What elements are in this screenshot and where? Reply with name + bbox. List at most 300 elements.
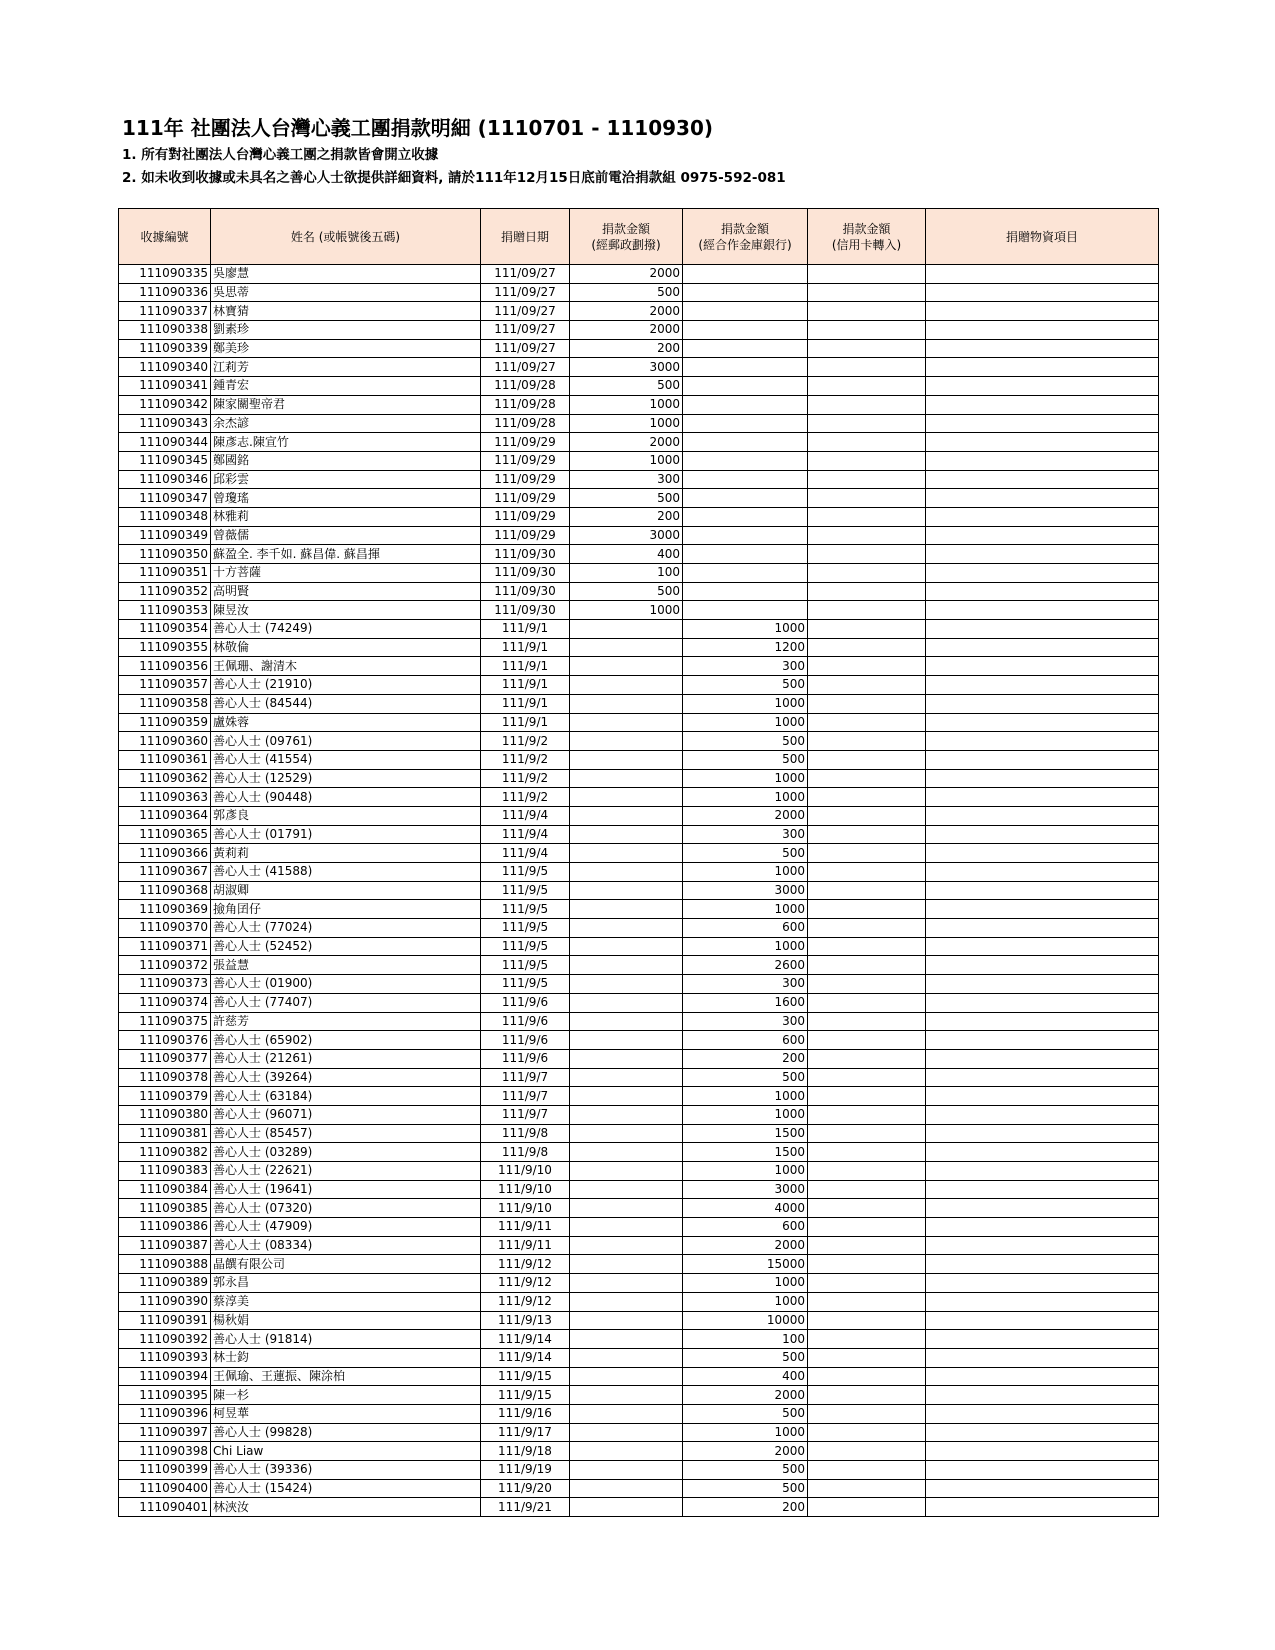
- items-cell: [926, 1255, 1159, 1274]
- bank-amount-cell: 2000: [683, 806, 808, 825]
- donor-name-cell: 善心人士 (41554): [211, 750, 481, 769]
- bank-amount-cell: 300: [683, 657, 808, 676]
- table-row: [119, 881, 1159, 900]
- table-row: [119, 863, 1159, 882]
- card-amount-cell: [808, 1461, 926, 1480]
- bank-amount-cell: 200: [683, 1049, 808, 1068]
- table-row: [119, 1087, 1159, 1106]
- postal-amount-cell: [570, 1012, 683, 1031]
- donor-name-cell: 鄭國銘: [211, 451, 481, 470]
- postal-amount-cell: 2000: [570, 433, 683, 452]
- donor-name-cell: 善心人士 (96071): [211, 1105, 481, 1124]
- receipt-no-cell: 111090337: [119, 302, 211, 321]
- bank-amount-cell: 1000: [683, 1423, 808, 1442]
- donation-date-cell: 111/9/14: [481, 1330, 570, 1349]
- receipt-no-cell: 111090342: [119, 395, 211, 414]
- bank-amount-cell: 1000: [683, 863, 808, 882]
- donation-date-cell: 111/09/27: [481, 283, 570, 302]
- bank-amount-cell: [683, 395, 808, 414]
- table-row: [119, 489, 1159, 508]
- items-cell: [926, 676, 1159, 695]
- card-amount-cell: [808, 302, 926, 321]
- donation-date-cell: 111/09/30: [481, 582, 570, 601]
- receipt-no-cell: 111090381: [119, 1124, 211, 1143]
- items-cell: [926, 863, 1159, 882]
- receipt-no-cell: 111090375: [119, 1012, 211, 1031]
- items-cell: [926, 1180, 1159, 1199]
- donor-name-cell: 善心人士 (21261): [211, 1049, 481, 1068]
- table-row: [119, 451, 1159, 470]
- bank-amount-cell: 500: [683, 1404, 808, 1423]
- postal-amount-cell: 300: [570, 470, 683, 489]
- donation-date-cell: 111/9/20: [481, 1479, 570, 1498]
- receipt-no-cell: 111090373: [119, 975, 211, 994]
- table-row: [119, 1367, 1159, 1386]
- card-amount-cell: [808, 1255, 926, 1274]
- items-cell: [926, 1274, 1159, 1293]
- donation-date-cell: 111/9/11: [481, 1236, 570, 1255]
- card-amount-cell: [808, 975, 926, 994]
- donation-date-cell: 111/09/27: [481, 358, 570, 377]
- items-cell: [926, 1236, 1159, 1255]
- table-row: [119, 1031, 1159, 1050]
- bank-amount-cell: 1000: [683, 620, 808, 639]
- postal-amount-cell: 2000: [570, 302, 683, 321]
- donor-name-cell: 善心人士 (07320): [211, 1199, 481, 1218]
- receipt-no-cell: 111090353: [119, 601, 211, 620]
- donor-name-cell: 善心人士 (77407): [211, 993, 481, 1012]
- receipt-no-cell: 111090397: [119, 1423, 211, 1442]
- receipt-no-cell: 111090380: [119, 1105, 211, 1124]
- donor-name-cell: 善心人士 (90448): [211, 788, 481, 807]
- table-row: [119, 1162, 1159, 1181]
- items-cell: [926, 1218, 1159, 1237]
- bank-amount-cell: 500: [683, 732, 808, 751]
- bank-amount-cell: 2600: [683, 956, 808, 975]
- bank-amount-cell: 1500: [683, 1124, 808, 1143]
- card-amount-cell: [808, 1386, 926, 1405]
- items-cell: [926, 1311, 1159, 1330]
- donor-name-cell: 鄭美珍: [211, 339, 481, 358]
- donation-date-cell: 111/09/28: [481, 395, 570, 414]
- receipt-no-cell: 111090395: [119, 1386, 211, 1405]
- receipt-no-cell: 111090346: [119, 470, 211, 489]
- receipt-no-cell: 111090389: [119, 1274, 211, 1293]
- receipt-no-cell: 111090384: [119, 1180, 211, 1199]
- bank-amount-cell: 1200: [683, 638, 808, 657]
- table-row: [119, 993, 1159, 1012]
- donor-name-cell: 善心人士 (22621): [211, 1162, 481, 1181]
- donation-date-cell: 111/9/5: [481, 919, 570, 938]
- postal-amount-cell: [570, 1498, 683, 1517]
- postal-amount-cell: 1000: [570, 395, 683, 414]
- postal-amount-cell: [570, 1218, 683, 1237]
- bank-amount-cell: 300: [683, 975, 808, 994]
- table-row: [119, 1479, 1159, 1498]
- items-cell: [926, 564, 1159, 583]
- bank-amount-cell: 2000: [683, 1442, 808, 1461]
- table-row: [119, 825, 1159, 844]
- note-contact: 2. 如未收到收據或未具名之善心人士欲提供詳細資料, 請於111年12月15日底前電洽捐款組 0975-592-081: [122, 170, 786, 186]
- bank-amount-cell: 3000: [683, 881, 808, 900]
- receipt-no-cell: 111090364: [119, 806, 211, 825]
- postal-amount-cell: 2000: [570, 321, 683, 340]
- donation-date-cell: 111/09/27: [481, 265, 570, 284]
- card-amount-cell: [808, 844, 926, 863]
- postal-amount-cell: [570, 620, 683, 639]
- card-amount-cell: [808, 564, 926, 583]
- receipt-no-cell: 111090376: [119, 1031, 211, 1050]
- postal-amount-cell: 500: [570, 377, 683, 396]
- table-row: [119, 769, 1159, 788]
- receipt-no-cell: 111090383: [119, 1162, 211, 1181]
- donation-date-cell: 111/9/2: [481, 750, 570, 769]
- col-header-items: 捐贈物資項目: [926, 209, 1159, 265]
- postal-amount-cell: [570, 919, 683, 938]
- card-amount-cell: [808, 1068, 926, 1087]
- donor-name-cell: 善心人士 (19641): [211, 1180, 481, 1199]
- donation-date-cell: 111/09/29: [481, 451, 570, 470]
- items-cell: [926, 321, 1159, 340]
- postal-amount-cell: [570, 713, 683, 732]
- donation-date-cell: 111/9/2: [481, 732, 570, 751]
- donation-date-cell: 111/9/7: [481, 1105, 570, 1124]
- postal-amount-cell: 200: [570, 339, 683, 358]
- bank-amount-cell: 600: [683, 919, 808, 938]
- donor-name-cell: 善心人士 (03289): [211, 1143, 481, 1162]
- items-cell: [926, 601, 1159, 620]
- donor-name-cell: 善心人士 (91814): [211, 1330, 481, 1349]
- bank-amount-cell: [683, 582, 808, 601]
- table-row: [119, 1274, 1159, 1293]
- table-row: [119, 1292, 1159, 1311]
- postal-amount-cell: [570, 1162, 683, 1181]
- postal-amount-cell: [570, 1143, 683, 1162]
- card-amount-cell: [808, 321, 926, 340]
- receipt-no-cell: 111090352: [119, 582, 211, 601]
- items-cell: [926, 283, 1159, 302]
- table-row: [119, 321, 1159, 340]
- items-cell: [926, 1367, 1159, 1386]
- postal-amount-cell: [570, 1199, 683, 1218]
- donation-date-cell: 111/9/1: [481, 657, 570, 676]
- receipt-no-cell: 111090349: [119, 526, 211, 545]
- postal-amount-cell: 500: [570, 489, 683, 508]
- bank-amount-cell: 1000: [683, 713, 808, 732]
- receipt-no-cell: 111090392: [119, 1330, 211, 1349]
- bank-amount-cell: 300: [683, 1012, 808, 1031]
- postal-amount-cell: [570, 1031, 683, 1050]
- postal-amount-cell: [570, 881, 683, 900]
- postal-amount-cell: [570, 1180, 683, 1199]
- bank-amount-cell: [683, 377, 808, 396]
- donation-date-cell: 111/9/1: [481, 676, 570, 695]
- donor-name-cell: 善心人士 (85457): [211, 1124, 481, 1143]
- card-amount-cell: [808, 1049, 926, 1068]
- table-row: [119, 620, 1159, 639]
- donation-date-cell: 111/9/12: [481, 1255, 570, 1274]
- receipt-no-cell: 111090368: [119, 881, 211, 900]
- bank-amount-cell: 500: [683, 676, 808, 695]
- donation-date-cell: 111/9/19: [481, 1461, 570, 1480]
- donation-date-cell: 111/09/28: [481, 414, 570, 433]
- card-amount-cell: [808, 1330, 926, 1349]
- postal-amount-cell: [570, 657, 683, 676]
- donor-name-cell: 善心人士 (01900): [211, 975, 481, 994]
- postal-amount-cell: [570, 844, 683, 863]
- donor-name-cell: 善心人士 (65902): [211, 1031, 481, 1050]
- items-cell: [926, 265, 1159, 284]
- table-row: [119, 470, 1159, 489]
- table-row: [119, 1255, 1159, 1274]
- table-row: [119, 1218, 1159, 1237]
- donor-name-cell: 善心人士 (77024): [211, 919, 481, 938]
- receipt-no-cell: 111090394: [119, 1367, 211, 1386]
- card-amount-cell: [808, 1367, 926, 1386]
- donor-name-cell: 蘇盈全. 李千如. 蘇昌偉. 蘇昌揮: [211, 545, 481, 564]
- items-cell: [926, 769, 1159, 788]
- bank-amount-cell: 200: [683, 1498, 808, 1517]
- donor-name-cell: 許慈芳: [211, 1012, 481, 1031]
- donation-date-cell: 111/9/4: [481, 806, 570, 825]
- card-amount-cell: [808, 545, 926, 564]
- bank-amount-cell: [683, 545, 808, 564]
- donation-date-cell: 111/9/18: [481, 1442, 570, 1461]
- items-cell: [926, 975, 1159, 994]
- items-cell: [926, 1348, 1159, 1367]
- donor-name-cell: 林敬倫: [211, 638, 481, 657]
- items-cell: [926, 451, 1159, 470]
- postal-amount-cell: [570, 1386, 683, 1405]
- postal-amount-cell: 1000: [570, 451, 683, 470]
- table-row: [119, 1199, 1159, 1218]
- receipt-no-cell: 111090356: [119, 657, 211, 676]
- table-row: [119, 1461, 1159, 1480]
- donor-name-cell: 撿角囝仔: [211, 900, 481, 919]
- receipt-no-cell: 111090396: [119, 1404, 211, 1423]
- donor-name-cell: 曾薇儒: [211, 526, 481, 545]
- card-amount-cell: [808, 788, 926, 807]
- donor-name-cell: 善心人士 (21910): [211, 676, 481, 695]
- postal-amount-cell: [570, 993, 683, 1012]
- bank-amount-cell: [683, 564, 808, 583]
- postal-amount-cell: 400: [570, 545, 683, 564]
- receipt-no-cell: 111090372: [119, 956, 211, 975]
- table-row: [119, 657, 1159, 676]
- donation-date-cell: 111/9/8: [481, 1124, 570, 1143]
- bank-amount-cell: 500: [683, 1479, 808, 1498]
- postal-amount-cell: [570, 1236, 683, 1255]
- bank-amount-cell: 600: [683, 1031, 808, 1050]
- receipt-no-cell: 111090365: [119, 825, 211, 844]
- table-row: [119, 1348, 1159, 1367]
- card-amount-cell: [808, 620, 926, 639]
- donor-name-cell: 王佩珊、謝清木: [211, 657, 481, 676]
- table-row: [119, 806, 1159, 825]
- card-amount-cell: [808, 265, 926, 284]
- donation-date-cell: 111/09/27: [481, 302, 570, 321]
- donation-date-cell: 111/9/6: [481, 993, 570, 1012]
- donor-name-cell: 劉素珍: [211, 321, 481, 340]
- bank-amount-cell: 1000: [683, 1105, 808, 1124]
- postal-amount-cell: 500: [570, 582, 683, 601]
- donor-name-cell: 善心人士 (12529): [211, 769, 481, 788]
- donation-date-cell: 111/9/10: [481, 1199, 570, 1218]
- items-cell: [926, 1330, 1159, 1349]
- postal-amount-cell: [570, 638, 683, 657]
- receipt-no-cell: 111090370: [119, 919, 211, 938]
- table-row: [119, 377, 1159, 396]
- receipt-no-cell: 111090362: [119, 769, 211, 788]
- table-row: [119, 937, 1159, 956]
- card-amount-cell: [808, 881, 926, 900]
- card-amount-cell: [808, 1087, 926, 1106]
- card-amount-cell: [808, 1442, 926, 1461]
- donation-date-cell: 111/9/7: [481, 1087, 570, 1106]
- items-cell: [926, 1124, 1159, 1143]
- bank-amount-cell: [683, 321, 808, 340]
- postal-amount-cell: [570, 1311, 683, 1330]
- donation-date-cell: 111/09/27: [481, 339, 570, 358]
- card-amount-cell: [808, 676, 926, 695]
- col-header-postal: 捐款金額 (經郵政劃撥): [570, 209, 683, 265]
- table-row: [119, 956, 1159, 975]
- table-row: [119, 638, 1159, 657]
- postal-amount-cell: [570, 1292, 683, 1311]
- receipt-no-cell: 111090350: [119, 545, 211, 564]
- bank-amount-cell: [683, 470, 808, 489]
- postal-amount-cell: 1000: [570, 601, 683, 620]
- bank-amount-cell: [683, 489, 808, 508]
- donation-date-cell: 111/9/1: [481, 638, 570, 657]
- card-amount-cell: [808, 358, 926, 377]
- card-amount-cell: [808, 657, 926, 676]
- postal-amount-cell: 200: [570, 507, 683, 526]
- donor-name-cell: 善心人士 (74249): [211, 620, 481, 639]
- bank-amount-cell: 1000: [683, 1087, 808, 1106]
- donor-name-cell: 林士鈞: [211, 1348, 481, 1367]
- items-cell: [926, 825, 1159, 844]
- donation-date-cell: 111/9/7: [481, 1068, 570, 1087]
- donation-table: [118, 208, 1159, 1517]
- bank-amount-cell: 1000: [683, 900, 808, 919]
- table-row: [119, 339, 1159, 358]
- receipt-no-cell: 111090358: [119, 694, 211, 713]
- donation-date-cell: 111/9/6: [481, 1012, 570, 1031]
- card-amount-cell: [808, 339, 926, 358]
- bank-amount-cell: 100: [683, 1330, 808, 1349]
- postal-amount-cell: [570, 900, 683, 919]
- card-amount-cell: [808, 1498, 926, 1517]
- card-amount-cell: [808, 825, 926, 844]
- table-row: [119, 283, 1159, 302]
- page-title: 111年 社團法人台灣心義工團捐款明細 (1110701 - 1110930): [122, 116, 714, 140]
- donation-date-cell: 111/09/29: [481, 526, 570, 545]
- receipt-no-cell: 111090390: [119, 1292, 211, 1311]
- col-header-card: 捐款金額 (信用卡轉入): [808, 209, 926, 265]
- items-cell: [926, 1461, 1159, 1480]
- items-cell: [926, 414, 1159, 433]
- donation-date-cell: 111/9/11: [481, 1218, 570, 1237]
- table-row: [119, 844, 1159, 863]
- donation-date-cell: 111/9/16: [481, 1404, 570, 1423]
- table-row: [119, 1311, 1159, 1330]
- items-cell: [926, 395, 1159, 414]
- donor-name-cell: 陳昱汝: [211, 601, 481, 620]
- items-cell: [926, 1199, 1159, 1218]
- card-amount-cell: [808, 526, 926, 545]
- note-receipt: 1. 所有對社團法人台灣心義工團之捐款皆會開立收據: [122, 147, 439, 163]
- receipt-no-cell: 111090336: [119, 283, 211, 302]
- bank-amount-cell: [683, 601, 808, 620]
- receipt-no-cell: 111090360: [119, 732, 211, 751]
- postal-amount-cell: [570, 1255, 683, 1274]
- receipt-no-cell: 111090400: [119, 1479, 211, 1498]
- bank-amount-cell: 1500: [683, 1143, 808, 1162]
- postal-amount-cell: [570, 750, 683, 769]
- postal-amount-cell: [570, 1330, 683, 1349]
- bank-amount-cell: [683, 283, 808, 302]
- table-row: [119, 1180, 1159, 1199]
- donation-date-cell: 111/9/4: [481, 825, 570, 844]
- col-header-date: 捐贈日期: [481, 209, 570, 265]
- items-cell: [926, 1479, 1159, 1498]
- postal-amount-cell: [570, 975, 683, 994]
- card-amount-cell: [808, 395, 926, 414]
- postal-amount-cell: [570, 694, 683, 713]
- postal-amount-cell: [570, 1068, 683, 1087]
- receipt-no-cell: 111090371: [119, 937, 211, 956]
- card-amount-cell: [808, 993, 926, 1012]
- bank-amount-cell: 1000: [683, 694, 808, 713]
- bank-amount-cell: 10000: [683, 1311, 808, 1330]
- bank-amount-cell: 1000: [683, 937, 808, 956]
- items-cell: [926, 1105, 1159, 1124]
- bank-amount-cell: [683, 414, 808, 433]
- items-cell: [926, 732, 1159, 751]
- items-cell: [926, 1498, 1159, 1517]
- postal-amount-cell: [570, 956, 683, 975]
- items-cell: [926, 900, 1159, 919]
- card-amount-cell: [808, 1124, 926, 1143]
- bank-amount-cell: 500: [683, 1068, 808, 1087]
- card-amount-cell: [808, 1180, 926, 1199]
- items-cell: [926, 358, 1159, 377]
- receipt-no-cell: 111090340: [119, 358, 211, 377]
- receipt-no-cell: 111090379: [119, 1087, 211, 1106]
- card-amount-cell: [808, 414, 926, 433]
- donation-date-cell: 111/9/5: [481, 956, 570, 975]
- table-row: [119, 582, 1159, 601]
- bank-amount-cell: 500: [683, 1461, 808, 1480]
- items-cell: [926, 750, 1159, 769]
- bank-amount-cell: 300: [683, 825, 808, 844]
- table-row: [119, 1068, 1159, 1087]
- donor-name-cell: 善心人士 (47909): [211, 1218, 481, 1237]
- donor-name-cell: 晶饌有限公司: [211, 1255, 481, 1274]
- receipt-no-cell: 111090378: [119, 1068, 211, 1087]
- table-row: [119, 788, 1159, 807]
- donor-name-cell: 郭彥良: [211, 806, 481, 825]
- items-cell: [926, 1292, 1159, 1311]
- col-header-name: 姓名 (或帳號後五碼): [211, 209, 481, 265]
- bank-amount-cell: [683, 339, 808, 358]
- donor-name-cell: 蔡淳美: [211, 1292, 481, 1311]
- items-cell: [926, 620, 1159, 639]
- receipt-no-cell: 111090393: [119, 1348, 211, 1367]
- donation-date-cell: 111/9/6: [481, 1031, 570, 1050]
- table-row: [119, 1124, 1159, 1143]
